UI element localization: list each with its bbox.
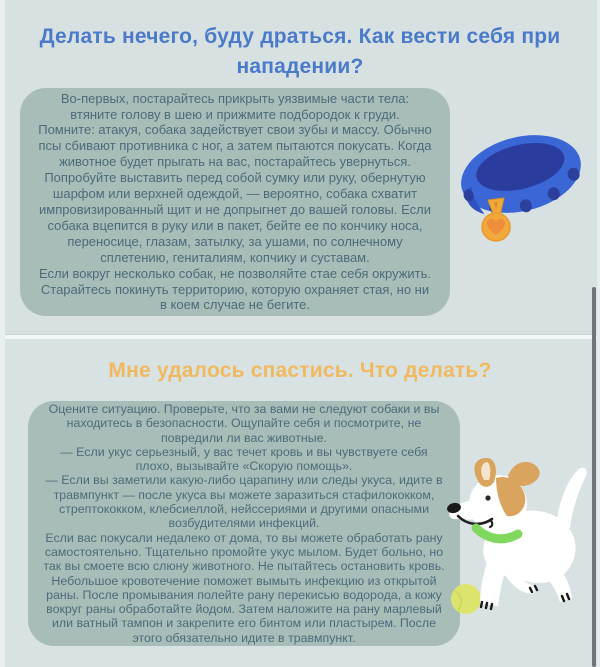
paragraph: Если вокруг несколько собак, не позволяйте стае себя окружить. Старайтесь покинуть территорию, которую охраняет стая, но ни в коем случае не бегите. bbox=[38, 265, 432, 313]
dog-illustration bbox=[446, 452, 598, 630]
section-heading-fight: Делать нечего, буду драться. Как вести себя при нападении? bbox=[39, 25, 561, 78]
paragraph: Оцените ситуацию. Проверьте, что за вами не следуют собаки и вы находитесь в безопасности. Ощупайте себя и посмотрите, не повредили ли вас животные. bbox=[48, 401, 440, 445]
paragraph: Во-первых, постарайтесь прикрыть уязвимые части тела: втяните голову в шею и прижмите подбородок к груди. bbox=[60, 90, 410, 122]
section-after-escape bbox=[0, 339, 600, 667]
fight-advice-card bbox=[20, 88, 450, 316]
paragraph: — Если вы заметили какую-либо царапину или следы укуса, идите в травмпункт — после укуса вы можете заразиться стафилококком, стрептококком, клебсиеллой, нейссериями и другими опасными возбудителями инфекций. bbox=[45, 473, 443, 531]
paragraph: — Если укус серьезный, у вас течет кровь и вы чувствуете себя плохо, вызывайте «Скорую помощь». bbox=[60, 444, 428, 474]
tennis-ball-icon bbox=[451, 584, 481, 614]
left-edge-strip bbox=[0, 0, 5, 667]
paragraph: Если вас покусали недалеко от дома, то вы можете обработать рану самостоятельно. Тщательно промойте укус мылом. Будет больно, но так вы смоете всю слюну животного. Не пытайтесь остановить кровь. Небольшое кровотечение поможет вымыть инфекцию из открытой раны. После промывания полейте рану перекисью водорода, а кожу вокруг раны обработайте йодом. Затем наложите на рану марлевый или ватный тампон и закрепите его бинтом или пластырем. После этого обязательно идите в травмпункт. bbox=[43, 530, 445, 645]
escape-advice-card bbox=[28, 401, 460, 646]
section-heading-escaped: Мне удалось спастись. Что делать? bbox=[108, 359, 492, 382]
playing-dog-icon bbox=[446, 452, 598, 630]
dog-collar-icon bbox=[450, 112, 592, 244]
paragraph: Попробуйте выставить перед собой сумку или руку, обернутую шарфом или верхней одеждой, — вероятно, собака схватит импровизированный щит и не допрыгнет до вашей головы. Если собака вцепится в руку или в пакет, бейте ее по кончику носа, переносице, глазам, затылку, за ушами, по солнечному сплетению, гениталиям, копчику и суставам. bbox=[39, 170, 431, 265]
paragraph: Помните: атакуя, собака задействует свои зубы и массу. Обычно псы сбивают противника с ног, а затем пытаются покусать. Когда животное будет прыгать на вас, постарайтесь увернуться. bbox=[38, 122, 432, 170]
scrollbar-thumb[interactable] bbox=[592, 287, 596, 667]
section-divider bbox=[0, 334, 600, 339]
scrollbar-track[interactable] bbox=[591, 0, 597, 667]
dog-collar-illustration bbox=[450, 112, 592, 244]
